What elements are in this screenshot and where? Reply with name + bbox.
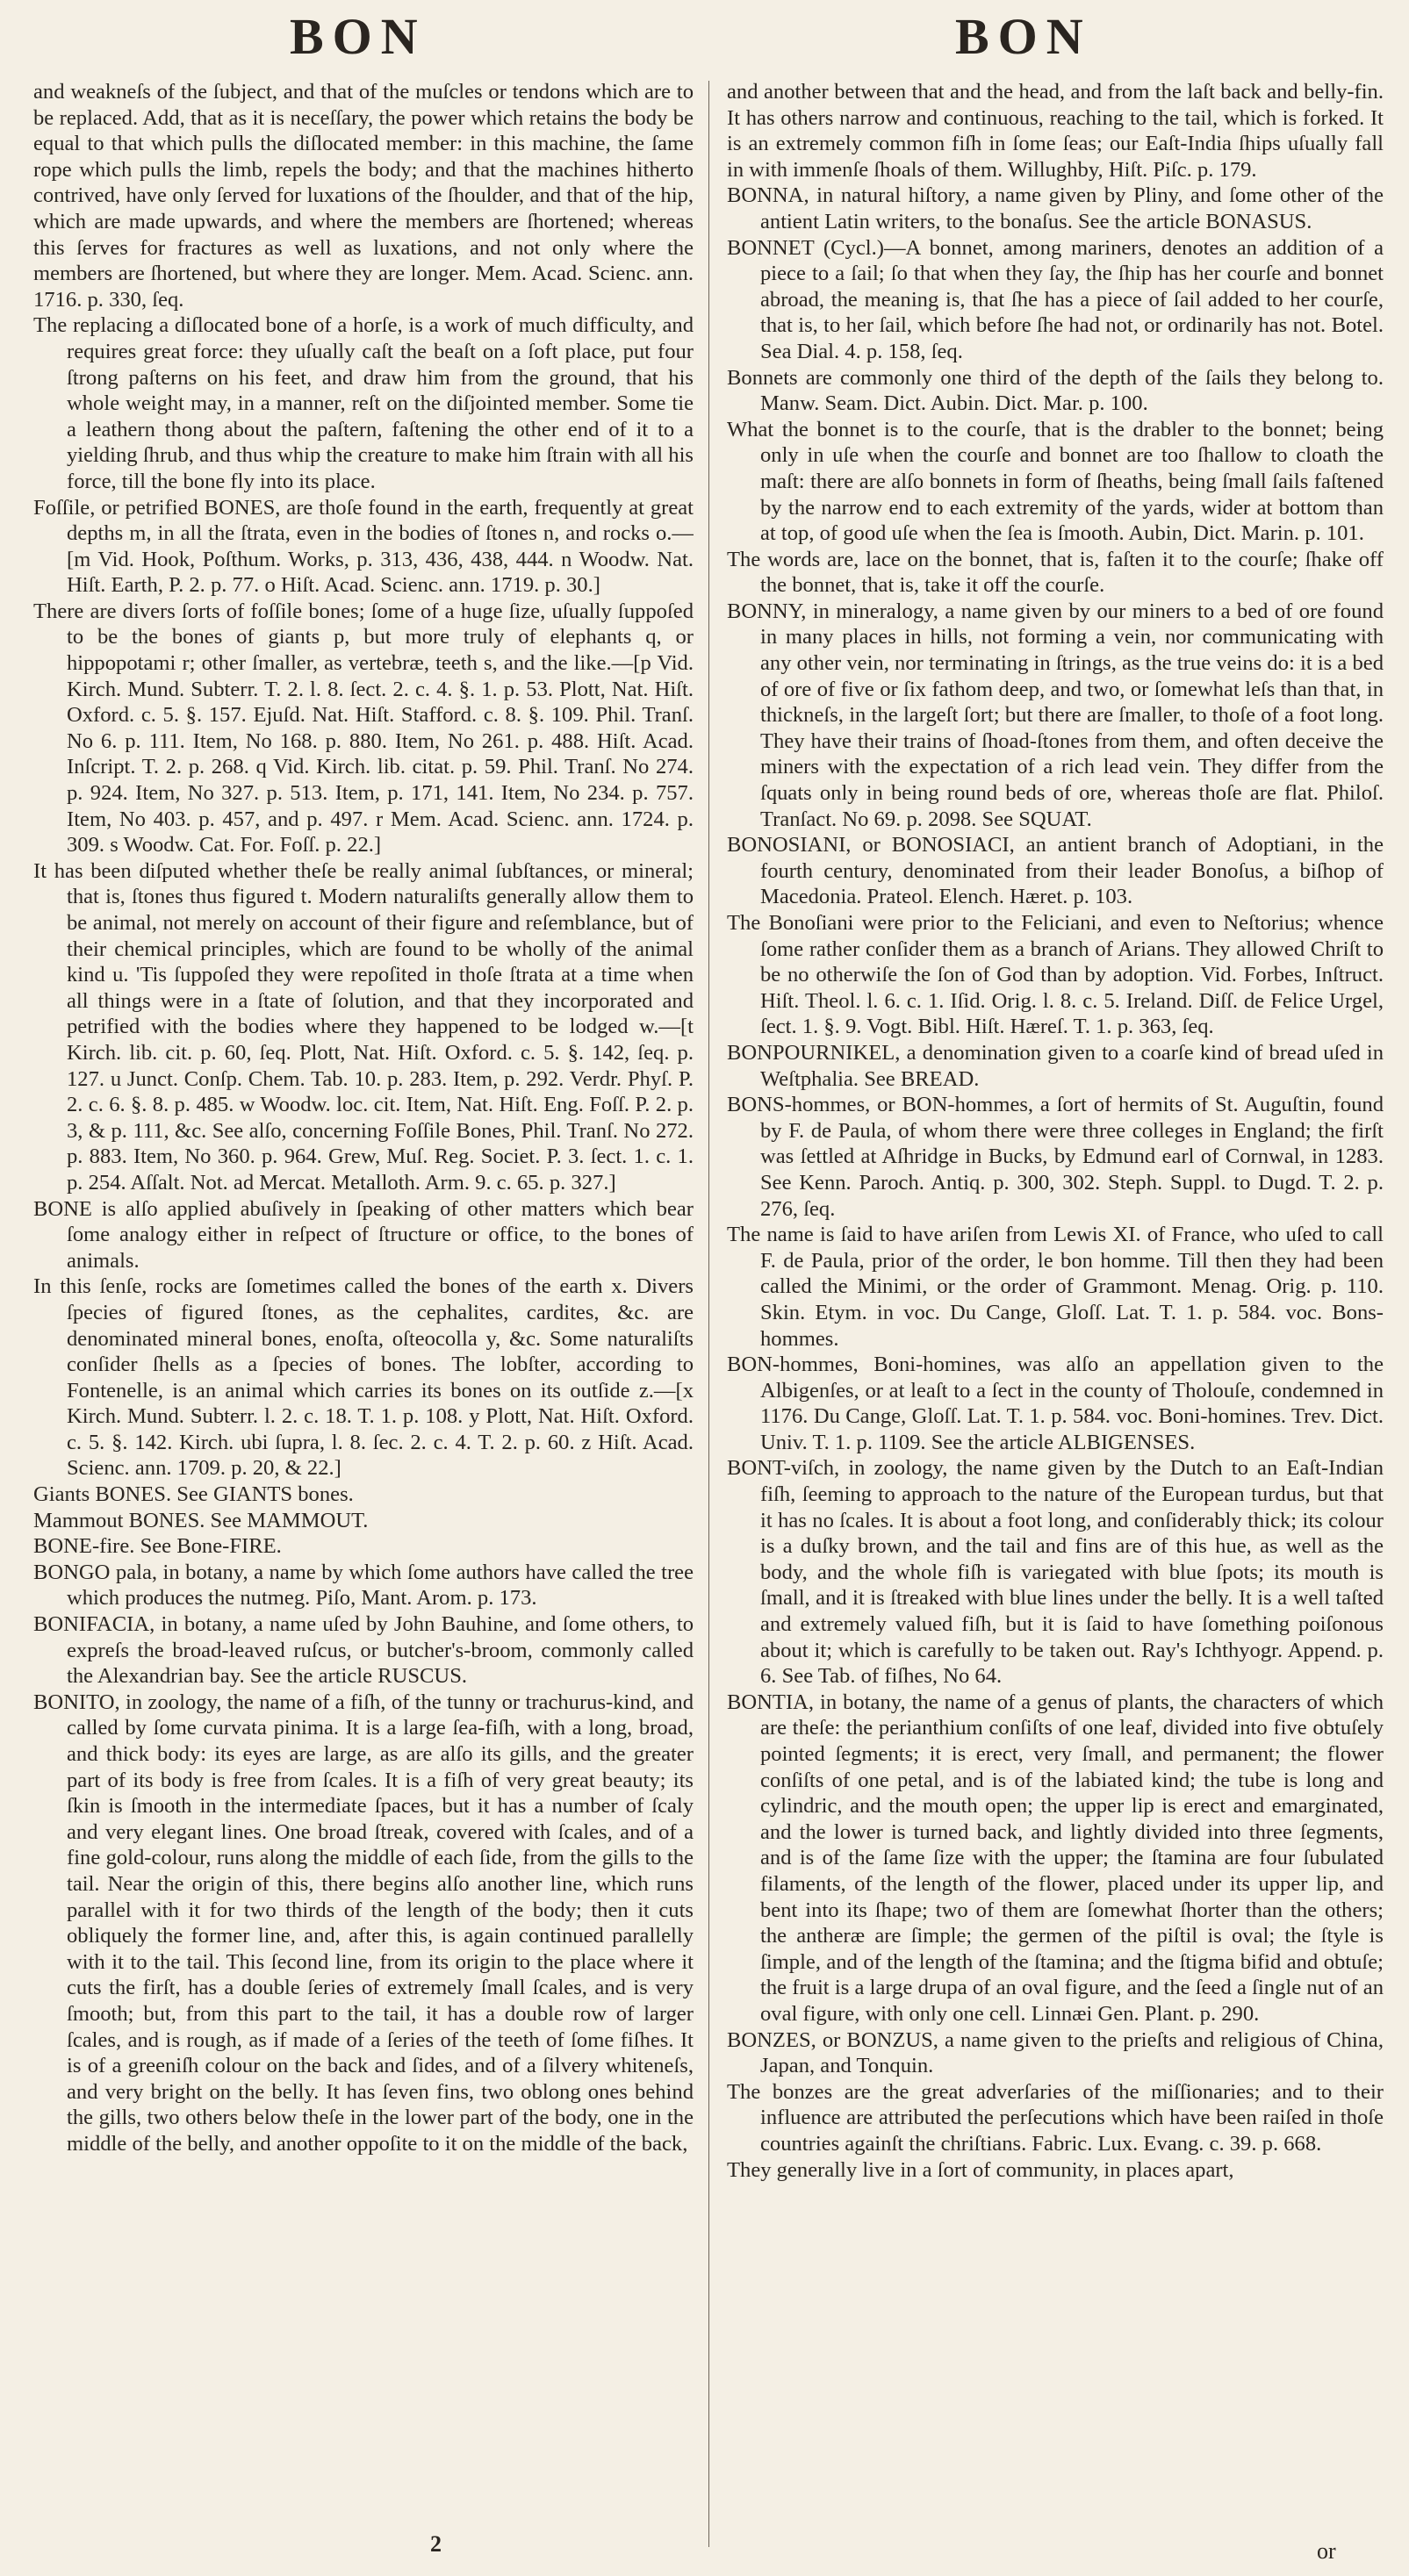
entry-paragraph: BONTIA, in botany, the name of a genus of plants, the characters of which are theſe: the perianthium conſiſts of one leaf, divided into five obtuſely pointed ſegments; it is erect, very ſmall, and permanent; the flower conſiſts of one petal, and is of the labiated kind; the tube is long and cylindric, and the mouth open; the upper lip is erect and emarginated, and the lower is turned back, and lightly divided into three ſegments, and is of the ſame ſize with the upper; the ſtamina are four ſubulated filaments, of the length of the flower, placed under its upper lip, and bent into its ſhape; two of them are ſomewhat ſhorter than the others; the antheræ are ſimple; the germen of the piſtil is oval; the ſtyle is ſimple, and of the length of the ſtamina; and the ſtigma bifid and obtuſe; the fruit is a large drupa of an oval figure, and the ſeed a ſingle nut of an oval figure, with only one cell. Linnæi Gen. Plant. p. 290. [727, 1690, 1384, 2026]
column-divider [708, 81, 709, 2547]
entry-paragraph: BONNET (Cycl.)—A bonnet, among mariners, denotes an addition of a piece to a ſail; ſo that when they ſay, the ſhip has her courſe and bonnet abroad, the meaning is, that ſhe has a piece of ſail added to her courſe, that is, to her ſail, which before ſhe had not, or ordinarily has not. Botel. Sea Dial. 4. p. 158, ſeq. [727, 235, 1384, 363]
entry-paragraph: Giants BONES. See GIANTS bones. [33, 1482, 354, 1507]
entry-paragraph: BONOSIANI, or BONOSIACI, an antient branch of Adoptiani, in the fourth century, denominated from their leader Bonoſus, a biſhop of Macedonia. Prateol. Elench. Hæret. p. 103. [727, 833, 1384, 909]
entry-paragraph: BONIFACIA, in botany, a name uſed by John Bauhine, and ſome others, to expreſs the broad-leaved ruſcus, or butcher's-broom, commonly called the Alexandrian bay. See the article RUSCUS. [33, 1612, 694, 1689]
entry-paragraph: BONE is alſo applied abuſively in ſpeaking of other matters which bear ſome analogy either in reſpect of ſtructure or office, to the bones of animals. [33, 1196, 694, 1273]
entry-paragraph: BONITO, in zoology, the name of a fiſh, of the tunny or trachurus-kind, and called by ſome curvata pinima. It is a large ſea-fiſh, with a long, broad, and thick body: its eyes are large, as are alſo its gills, and the greater part of its body is free from ſcales. It is a fiſh of very great beauty; its ſkin is ſmooth in the intermediate ſpaces, but it has a number of ſcaly and very elegant lines. One broad ſtreak, covered with ſcales, and of a fine gold-colour, runs along the middle of each ſide, from the gills to the tail. Near the origin of this, there begins alſo another line, which runs parallel with it for two thirds of the length of the body; then it cuts obliquely the former line, and, after this, is again continued parallelly with it to the tail. This ſecond line, from its origin to the place where it cuts the firſt, has a double ſeries of extremely ſmall ſcales, and is very ſmooth; but, from this part to the tail, it has a double row of larger ſcales, and is rough, as if made of a ſeries of the teeth of ſome fiſhes. It is of a greeniſh colour on the back and ſides, and of a ſilvery whiteneſs, and very bright on the belly. It has ſeven fins, two oblong ones behind the gills, two others below theſe in the lower part of the body, one in the middle of the belly, and another oppoſite to it on the middle of the back, [33, 1690, 694, 2156]
entry-paragraph: BONZES, or BONZUS, a name given to the prieſts and religious of China, Japan, and Tonquin. [727, 2027, 1384, 2078]
entry-paragraph: The replacing a diſlocated bone of a horſe, is a work of much difficulty, and requires great force: they uſually caſt the beaſt on a ſoft place, put four ſtrong paſterns on his feet, and draw him from the ground, that his whole weight may, in a manner, reſt on the diſjointed member. Some tie a leathern thong about the paſtern, faſtening the other end of it to a yielding ſhrub, and thus whip the creature to make him ſtrain with all his force, till the bone fly into its place. [33, 313, 694, 493]
left-column [33, 79, 694, 2528]
entry-paragraph: What the bonnet is to the courſe, that is the drabler to the bonnet; being only in uſe when the courſe and bonnet are too ſhallow to cloath the maſt: there are alſo bonnets in form of ſheaths, being ſmall ſails faſtened by the narrow end to each extremity of the yards, wider at bottom than at top, of good uſe when the ſea is ſmooth. Aubin, Dict. Marin. p. 101. [727, 417, 1384, 546]
page-number: 2 [430, 2531, 442, 2557]
entry-paragraph: The Bonoſiani were prior to the Feliciani, and even to Neſtorius; whence ſome rather conſider them as a branch of Arians. They allowed Chriſt to be no otherwiſe the ſon of God than by adoption. Vid. Forbes, Inſtruct. Hiſt. Theol. l. 6. c. 1. Iſid. Orig. l. 8. c. 5. Ireland. Diſſ. de Felice Urgel, ſect. 1. §. 9. Vogt. Bibl. Hiſt. Hæreſ. T. 1. p. 363, ſeq. [727, 911, 1384, 1039]
entry-paragraph: BONNY, in mineralogy, a name given by our miners to a bed of ore found in many places in hills, not forming a vein, nor communicating with any other vein, nor terminating in ſtrings, as the true veins do: it is a bed of ore of five or ſix fathom deep, and two, or ſomewhat leſs than that, in thickneſs, in the largeſt ſort; but there are ſmaller, to thoſe of a foot long. They have their trains of ſhoad-ſtones from them, and often deceive the miners with the expectation of a rich lead vein. They differ from the ſquats only in being round beds of ore, whereas thoſe are flat. Philoſ. Tranſact. No 69. p. 2098. See SQUAT. [727, 599, 1384, 831]
entry-paragraph: and another between that and the head, and from the laſt back and belly-fin. It has others narrow and continuous, reaching to the tail, which is forked. It is an extremely common fiſh in ſome ſeas; our Eaſt-India ſhips uſually fall in with immenſe ſhoals of them. Willughby, Hiſt. Piſc. p. 179. [727, 80, 1384, 182]
entry-paragraph: BONE-fire. See Bone-FIRE. [33, 1534, 282, 1559]
entry-paragraph: and weakneſs of the ſubject, and that of the muſcles or tendons which are to be replaced. Add, that as it is neceſſary, the power which retains the body be equal to that which pulls the diſlocated member: in this machine, the ſame rope which pulls the limb, repels the body; and that the machines hitherto contrived, have only ſerved for luxations of the ſhoulder, and that of the hip, which are made upwards, and where the members are ſhortened; whereas this ſerves for fractures as well as luxations, and not only where the members are ſhortened, but where they are longer. Mem. Acad. Scienc. ann. 1716. p. 330, ſeq. [33, 80, 694, 312]
running-head-right: BON [955, 8, 1092, 65]
entry-paragraph: It has been diſputed whether theſe be really animal ſubſtances, or mineral; that is, ſtones thus figured t. Modern naturaliſts generally allow them to be animal, not merely on account of their figure and reſemblance, but of their chemical principles, which are found to be wholly of the animal kind u. 'Tis ſuppoſed they were repoſited in thoſe ſtrata at a time when all things were in a ſtate of ſolution, and that they incorporated and petrified with the bodies where they happened to be lodged w.—[t Kirch. lib. cit. p. 60, ſeq. Plott, Nat. Hiſt. Oxford. c. 5. §. 142, ſeq. p. 127. u Junct. Conſp. Chem. Tab. 10. p. 283. Item, p. 292. Verdr. Phyſ. P. 2. c. 6. §. 8. p. 485. w Woodw. loc. cit. Item, Nat. Hiſt. Eng. Foſſ. P. 2. p. 3, & p. 111, &c. See alſo, concerning Foſſile Bones, Phil. Tranſ. No 272. p. 883. Item, No 360. p. 964. Grew, Muſ. Reg. Societ. P. 3. ſect. 1. c. 1. p. 254. Aſſalt. Not. ad Mercat. Metalloth. Arm. 9. c. 65. p. 327.] [33, 858, 694, 1195]
entry-paragraph: BONT-viſch, in zoology, the name given by the Dutch to an Eaſt-Indian fiſh, ſeeming to approach to the nature of the European turdus, but that it has no ſcales. It is about a foot long, and conſiderably thick; its colour is a duſky brown, and the tail and fins are of this hue, as well as the body, and the whole fiſh is variegated with blue ſpots; its mouth is ſmall, and it is ſtreaked with blue lines under the belly. It is a well taſted and extremely valued fiſh, but it is ſaid to have ſomething poiſonous about it; which is carefully to be taken out. Ray's Ichthyogr. Append. p. 6. See Tab. of fiſhes, No 64. [727, 1456, 1384, 1689]
entry-paragraph: Mammout BONES. See MAMMOUT. [33, 1508, 369, 1532]
entry-paragraph: Foſſile, or petrified BONES, are thoſe found in the earth, frequently at great depths m, in all the ſtrata, even in the bodies of ſtones n, and rocks o.—[m Vid. Hook, Poſthum. Works, p. 313, 436, 438, 444. n Woodw. Nat. Hiſt. Earth, P. 2. p. 77. o Hiſt. Acad. Scienc. ann. 1719. p. 30.] [33, 495, 694, 598]
entry-paragraph: BONGO pala, in botany, a name by which ſome authors have called the tree which produces the nutmeg. Piſo, Mant. Arom. p. 173. [33, 1560, 694, 1611]
entry-paragraph: Bonnets are commonly one third of the depth of the ſails they belong to. Manw. Seam. Dict. Aubin. Dict. Mar. p. 100. [727, 365, 1384, 416]
running-head [0, 7, 1409, 68]
entry-paragraph: BONPOURNIKEL, a denomination given to a coarſe kind of bread uſed in Weſtphalia. See BREAD. [727, 1040, 1384, 1091]
entry-paragraph: BONS-hommes, or BON-hommes, a ſort of hermits of St. Auguſtin, found by F. de Paula, of whom there were three colleges in England; the firſt was ſettled at Aſhridge in Bucks, by Edmund earl of Cornwal, in 1283. See Kenn. Paroch. Antiq. p. 300, 302. Steph. Suppl. to Dugd. T. 2. p. 276, ſeq. [727, 1093, 1384, 1221]
entry-paragraph: They generally live in a ſort of community, in places apart, [727, 2157, 1234, 2182]
catchword: or [1317, 2538, 1336, 2564]
entry-paragraph: BON-hommes, Boni-homines, was alſo an appellation given to the Albigenſes, or at leaſt to a ſect in the county of Tholouſe, condemned in 1176. Du Cange, Gloſſ. Lat. T. 1. p. 584. voc. Boni-homines. Trev. Dict. Univ. T. 1. p. 1109. See the article ALBIGENSES. [727, 1353, 1384, 1454]
right-column [727, 79, 1384, 2528]
entry-paragraph: The bonzes are the great adverſaries of the miſſionaries; and to their influence are attributed the perſecutions which have been raiſed in thoſe countries againſt the chriſtians. Fabric. Lux. Evang. c. 39. p. 668. [727, 2079, 1384, 2156]
entry-paragraph: The name is ſaid to have ariſen from Lewis XI. of France, who uſed to call F. de Paula, prior of the order, le bon homme. Till then they had been called the Minimi, or the order of Grammont. Menag. Orig. p. 110. Skin. Etym. in voc. Du Cange, Gloſſ. Lat. T. 1. p. 584. voc. Bons-hommes. [727, 1223, 1384, 1351]
entry-paragraph: BONNA, in natural hiſtory, a name given by Pliny, and ſome other of the antient Latin writers, to the bonaſus. See the article BONASUS. [727, 183, 1384, 233]
running-head-left: BON [290, 8, 427, 65]
entry-paragraph: In this ſenſe, rocks are ſometimes called the bones of the earth x. Divers ſpecies of figured ſtones, as the cephalites, cardites, &c. are denominated mineral bones, enoſta, oſteocolla y, &c. Some naturaliſts conſider ſhells as a ſpecies of bones. The lobſter, according to Fontenelle, is an animal which carries its bones on its outſide z.—[x Kirch. Mund. Subterr. l. 2. c. 18. T. 1. p. 108. y Plott, Nat. Hiſt. Oxford. c. 5. §. 142. Kirch. ubi ſupra, l. 8. ſec. 2. c. 4. T. 2. p. 60. z Hiſt. Acad. Scienc. ann. 1709. p. 20, & 22.] [33, 1274, 694, 1481]
entry-paragraph: There are divers ſorts of foſſile bones; ſome of a huge ſize, uſually ſuppoſed to be the bones of giants p, but more truly of elephants q, or hippopotami r; other ſmaller, as vertebræ, teeth s, and the like.—[p Vid. Kirch. Mund. Subterr. T. 2. l. 8. ſect. 2. c. 4. §. 1. p. 53. Plott, Nat. Hiſt. Oxford. c. 5. §. 157. Ejuſd. Nat. Hiſt. Stafford. c. 8. §. 109. Phil. Tranſ. No 6. p. 111. Item, No 168. p. 880. Item, No 261. p. 488. Hiſt. Acad. Inſcript. T. 2. p. 268. q Vid. Kirch. lib. citat. p. 59. Phil. Tranſ. No 274. p. 924. Item, No 327. p. 513. Item, p. 171, 141. Item, No 234. p. 757. Item, No 403. p. 457, and p. 497. r Mem. Acad. Scienc. ann. 1724. p. 309. s Woodw. Cat. For. Foſſ. p. 22.] [33, 599, 694, 857]
entry-paragraph: The words are, lace on the bonnet, that is, faſten it to the courſe; ſhake off the bonnet, that is, take it off the courſe. [727, 547, 1384, 598]
